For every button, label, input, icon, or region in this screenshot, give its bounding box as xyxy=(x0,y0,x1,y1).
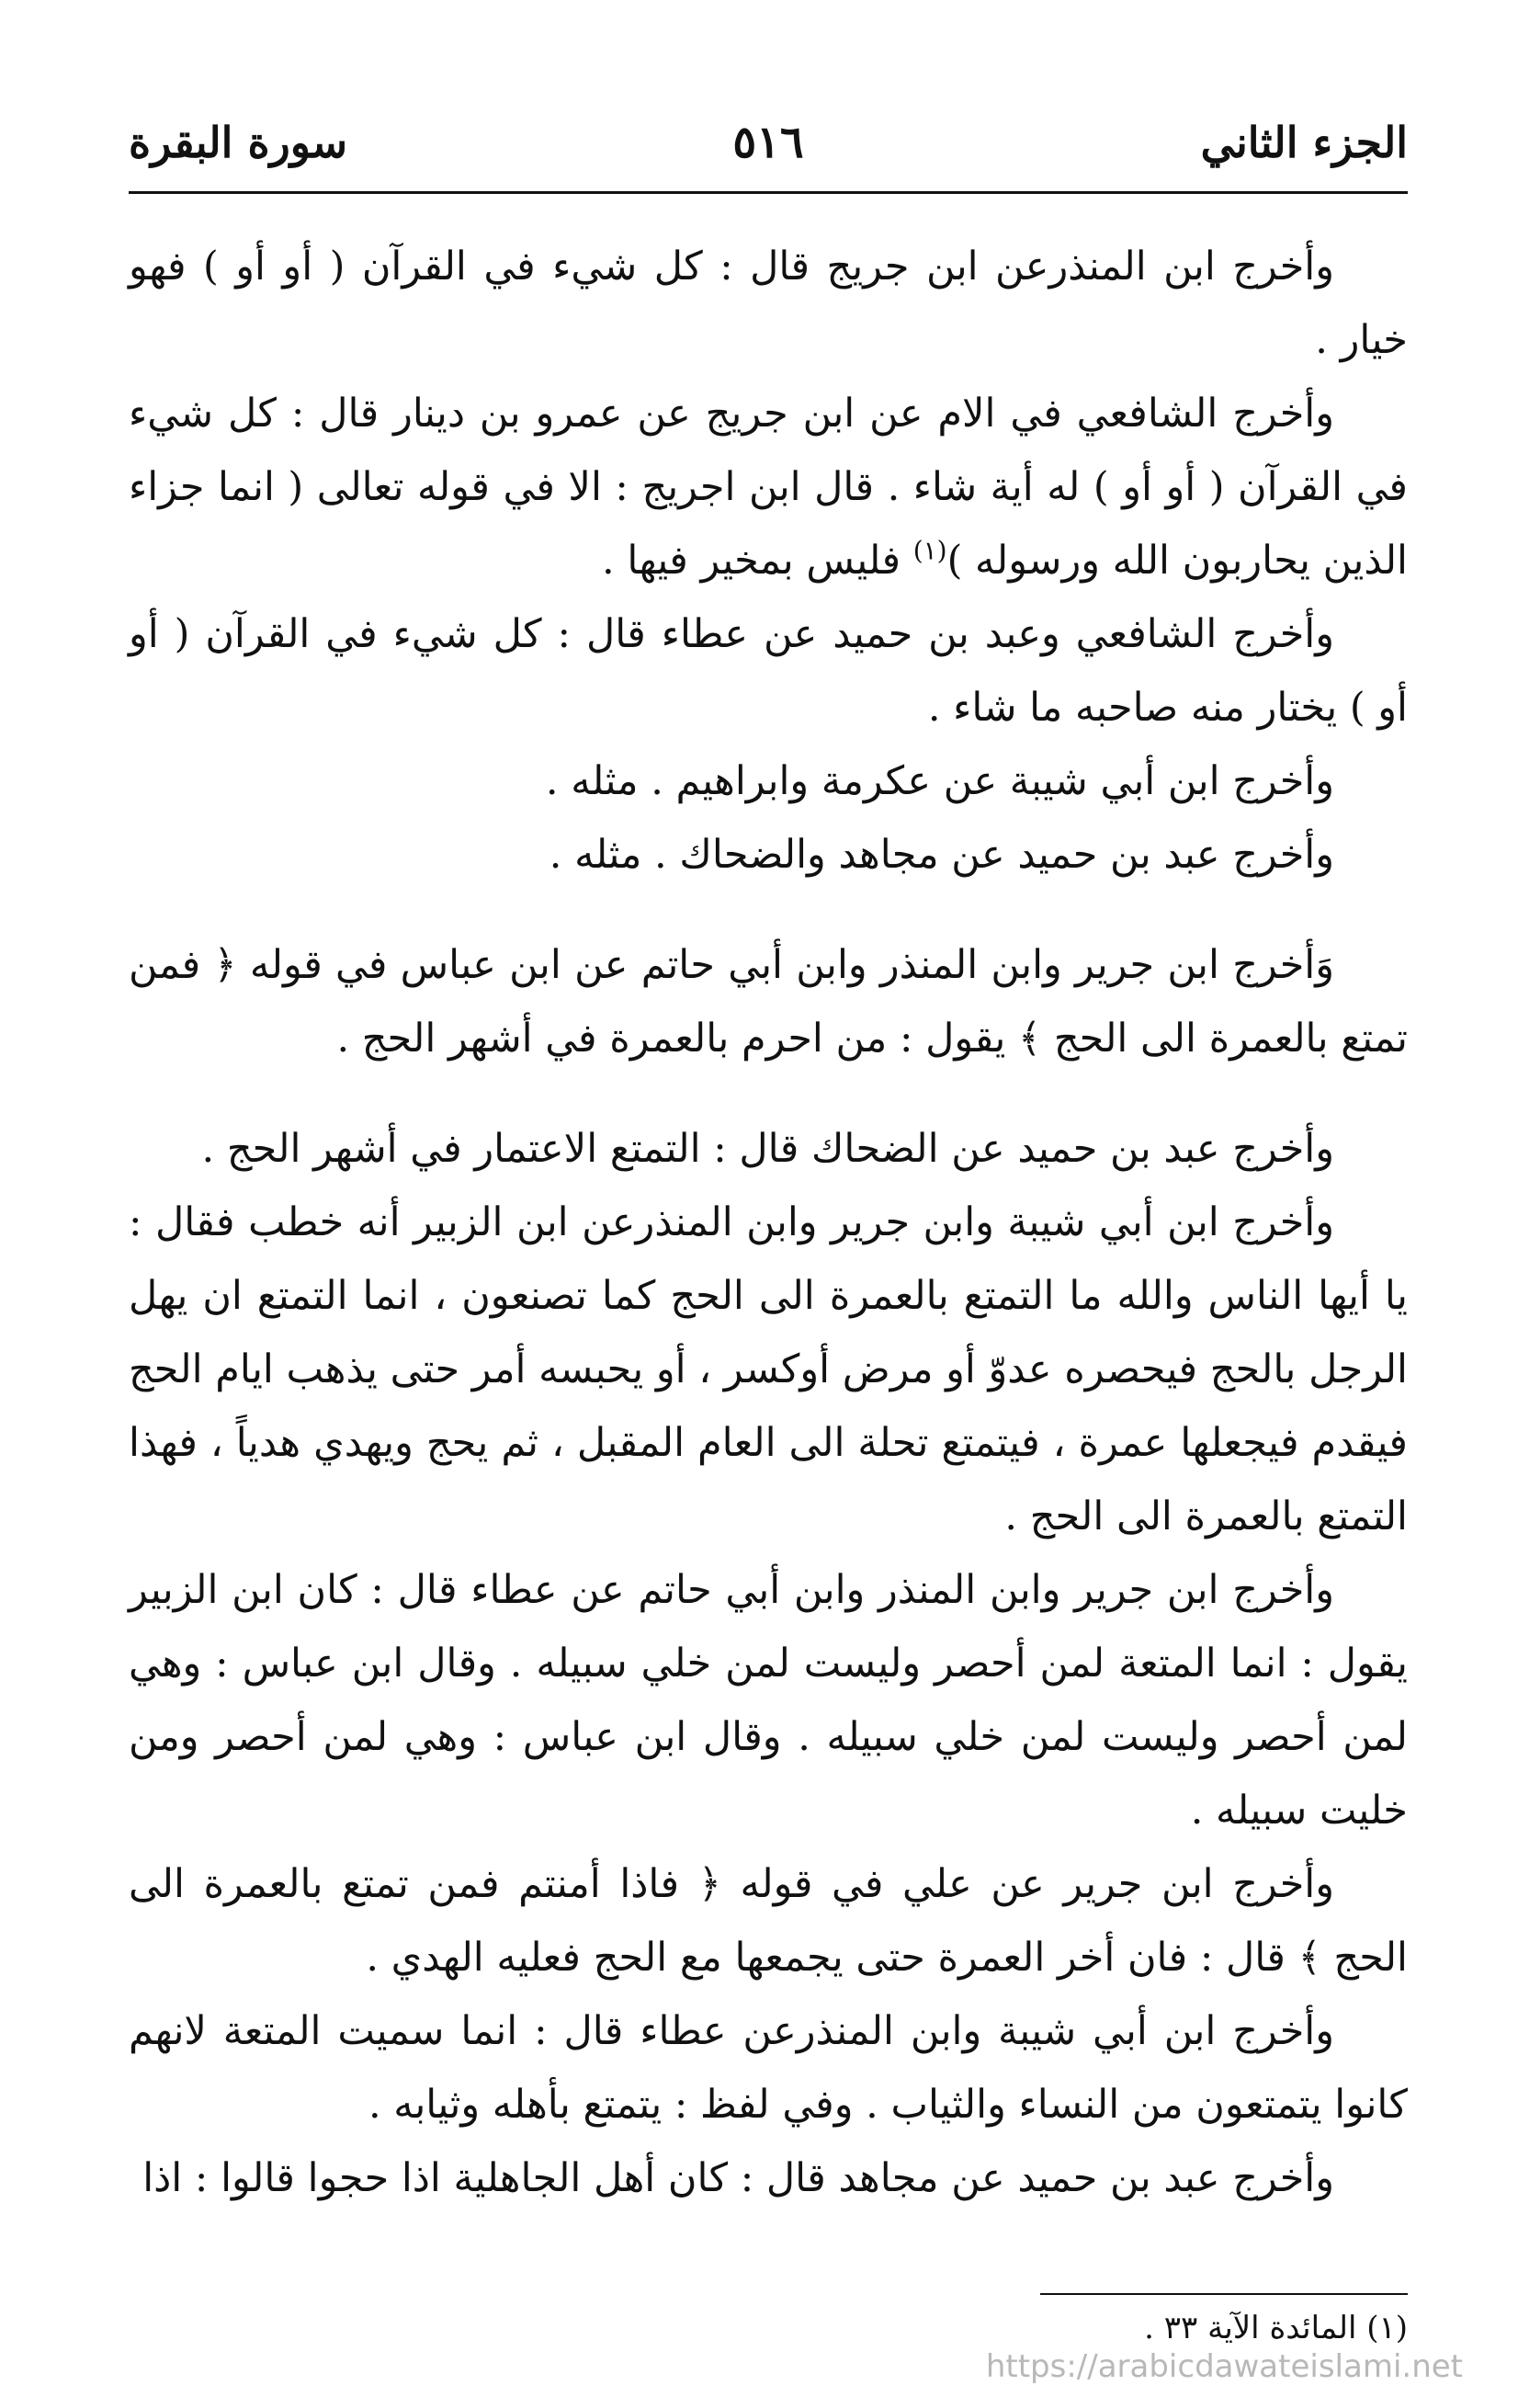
paragraph-3: وأخرج الشافعي وعبد بن حميد عن عطاء قال : كل شيء في القرآن ( أو أو ) يختار منه صاحبه ما شاء . xyxy=(129,611,1408,731)
page-body xyxy=(129,230,1408,2215)
paragraph-2 xyxy=(129,377,1408,597)
surah-title: سورة البقرة xyxy=(129,118,348,167)
paragraph-5: وأخرج عبد بن حميد عن مجاهد والضحاك . مثله . xyxy=(549,832,1334,878)
page-header xyxy=(129,101,1408,184)
watermark-url: https://arabicdawateislami.net xyxy=(985,2348,1463,2385)
paragraph-2-text: وأخرج الشافعي في الام عن ابن جريج عن عمرو بن دينار قال : كل شيء في القرآن ( أو أو ) له أية شاء . قال ابن اجريج : الا في قوله تعالى ( انما جزاء الذين يحاربون الله ورسوله ) xyxy=(129,391,1408,584)
paragraph-10: وأخرج ابن جرير عن علي في قوله ﴿ فاذا أمنتم فمن تمتع بالعمرة الى الحج ﴾ قال : فان أخر العمرة حتى يجمعها مع الحج فعليه الهدي . xyxy=(129,1861,1408,1981)
paragraph-2-tail: فليس بمخير فيها . xyxy=(602,538,901,584)
footnote: (١) المائدة الآية ٣٣ . xyxy=(1144,2310,1408,2346)
footnote-reference[interactable]: (١) xyxy=(912,535,947,566)
paragraph-1: وأخرج ابن المنذرعن ابن جريج قال : كل شيء في القرآن ( أو أو ) فهو خيار . xyxy=(129,244,1408,363)
footnote-divider xyxy=(1040,2293,1408,2295)
paragraph-4: وأخرج ابن أبي شيبة عن عكرمة وابراهيم . مثله . xyxy=(545,758,1334,804)
paragraph-11: وأخرج ابن أبي شيبة وابن المنذرعن عطاء قال : انما سميت المتعة لانهم كانوا يتمتعون من النساء والثياب . وفي لفظ : يتمتع بأهله وثيابه . xyxy=(129,2008,1408,2128)
paragraph-8: وأخرج ابن أبي شيبة وابن جرير وابن المنذرعن ابن الزبير أنه خطب فقال : يا أيها الناس والله ما التمتع بالعمرة الى الحج كما تصنعون ، انما التمتع ان يهل الرجل بالحج فيحصره عدوّ أو مرض أوكسر ، أو يحبسه أمر حتى يذهب ايام الحج فيقدم فيجعلها عمرة ، فيتمتع تحلة الى العام المقبل ، ثم يحج ويهدي هدياً ، فهذا التمتع بالعمرة الى الحج . xyxy=(129,1199,1408,1539)
page-number: ٥١٦ xyxy=(732,117,804,168)
part-title: الجزء الثاني xyxy=(1200,118,1408,167)
paragraph-9: وأخرج ابن جرير وابن المنذر وابن أبي حاتم عن عطاء قال : كان ابن الزبير يقول : انما المتعة لمن أحصر وليست لمن خلي سبيله . وقال ابن عباس : وهي لمن أحصر وليست لمن خلي سبيله . وقال ابن عباس : وهي لمن أحصر ومن خليت سبيله . xyxy=(129,1567,1408,1834)
paragraph-7: وأخرج عبد بن حميد عن الضحاك قال : التمتع الاعتمار في أشهر الحج . xyxy=(201,1126,1334,1172)
paragraph-12: وأخرج عبد بن حميد عن مجاهد قال : كان أهل الجاهلية اذا حجوا قالوا : اذا xyxy=(142,2155,1334,2201)
header-divider xyxy=(129,191,1408,194)
paragraph-6: وَأخرج ابن جرير وابن المنذر وابن أبي حاتم عن ابن عباس في قوله ﴿ فمن تمتع بالعمرة الى الحج ﴾ يقول : من احرم بالعمرة في أشهر الحج . xyxy=(129,942,1408,1062)
